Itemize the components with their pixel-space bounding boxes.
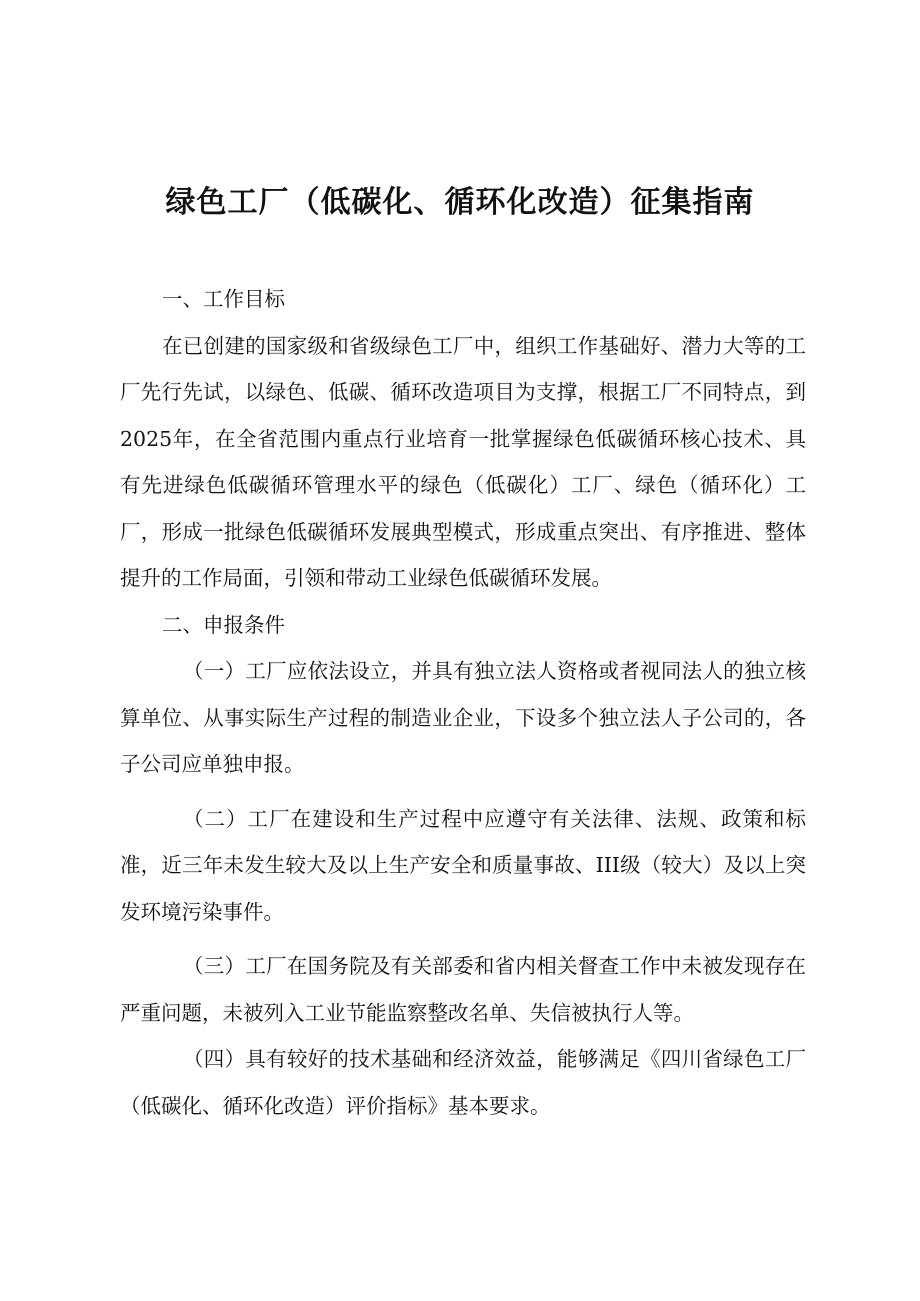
section-heading-conditions: 二、申报条件 [162,612,285,637]
condition-item-3: （三）工厂在国务院及有关部委和省内相关督查工作中未被发现存在严重问题，未被列入工业节能监察整改名单、失信被执行人等。 [120,954,806,1025]
document-title: 绿色工厂（低碳化、循环化改造）征集指南 [165,185,755,220]
document-body [120,276,806,1129]
condition-item-1: （一）工厂应依法设立，并具有独立法人资格或者视同法人的独立核算单位、从事实际生产过程的制造业企业，下设多个独立法人子公司的，各子公司应单独申报。 [120,659,806,776]
condition-item-4: （四）具有较好的技术基础和经济效益，能够满足《四川省绿色工厂（低碳化、循环化改造）评价指标》基本要求。 [120,1047,806,1118]
section-heading-goals: 一、工作目标 [162,287,285,311]
condition-item-2: （二）工厂在建设和生产过程中应遵守有关法律、法规、政策和标准，近三年未发生较大及以上生产安全和质量事故、III级（较大）及以上突发环境污染事件。 [120,806,806,924]
goals-paragraph: 在已创建的国家级和省级绿色工厂中，组织工作基础好、潜力大等的工厂先行先试，以绿色、低碳、循环改造项目为支撑，根据工厂不同特点，到2025年，在全省范围内重点行业培育一批掌握绿色低碳循环核心技术、具有先进绿色低碳循环管理水平的绿色（低碳化）工厂、绿色（循环化）工厂，形成一批绿色低碳循环发展典型模式，形成重点突出、有序推进、整体提升的工作局面，引领和带动工业绿色低碳循环发展。 [120,333,806,590]
